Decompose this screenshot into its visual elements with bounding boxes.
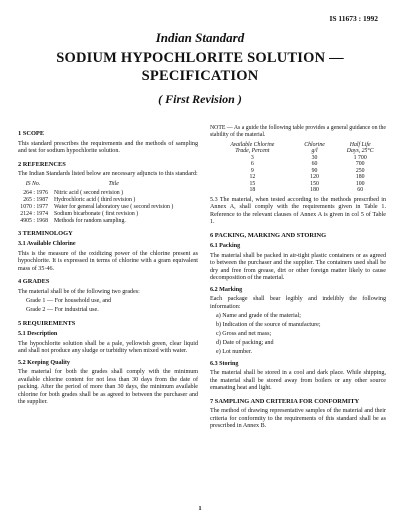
description-subheading: 5.1 Description [18, 331, 58, 337]
table-cell: 60 [311, 161, 318, 168]
table-cell: 3 [250, 154, 254, 161]
revision-label: ( First Revision ) [158, 92, 242, 106]
table-cell: 18 [249, 187, 256, 194]
reference-title: Nitric acid ( second revision ) [54, 189, 124, 196]
clause-5-3-text: 5.3 The material, when tested according to the methods prescribed in Annex A, shall comply with the requirements given in Table 1. Reference to the relevant clauses of Annex A is given in col 5 of Table 1. [210, 196, 386, 226]
list-item: d) Date of packing; and [216, 340, 274, 347]
stability-col-chlorine: Chlorine [304, 141, 325, 148]
terminology-heading: 3 TERMINOLOGY [18, 229, 73, 237]
scope-heading: 1 SCOPE [18, 130, 45, 137]
description-text: The hypochlorite solution shall be a pale, yellowish green, clear liquid and shall not produce any sludge or turbidity when mixed with water. [18, 340, 198, 354]
table-cell: 120 [310, 174, 319, 181]
table-row [18, 204, 173, 211]
table-row [18, 211, 173, 218]
stability-unit-gl: g/l [311, 148, 318, 155]
keeping-quality-text: The material for both the grades shall comply with the minimum available chlorine content for not less than 30 days from the date of packing. After the period of more than 30 days, the minimum available chlorine for both grades shall be as agreed to between the purchaser and the supplier. [18, 369, 198, 405]
grades-text: The material shall be of the following two grades: [18, 288, 140, 295]
list-item: b) Indication of the source of manufacture; [216, 322, 321, 329]
grade-2-item: Grade 2 — For industrial use. [26, 307, 99, 313]
stability-table [210, 142, 386, 194]
marking-list [216, 313, 386, 357]
document-title-line1: SODIUM HYPOCHLORITE SOLUTION — [56, 50, 344, 66]
stability-unit-percent: Trade, Percent [235, 148, 270, 155]
list-item: a) Name and grade of the material; [216, 313, 301, 320]
storing-subheading: 6.3 Storing [210, 360, 239, 367]
list-item: e) Lot number. [216, 349, 253, 356]
document-title-line2: SPECIFICATION [141, 68, 259, 84]
references-table [18, 181, 173, 225]
table-cell: 700 [355, 161, 365, 168]
left-column [18, 125, 198, 409]
table-cell: 9 [250, 167, 254, 174]
reference-title: Sodium bicarbonate ( first revision ) [54, 210, 139, 217]
reference-number: 264 : 1976 [23, 189, 48, 196]
table-cell: 15 [249, 180, 256, 187]
marking-text: Each package shall bear legibly and indelibly the following information: [210, 296, 386, 310]
storing-text: The material shall be stored in a cool and dark place. While shipping, the material shall be stored away from boilers or any other source emanating heat and light. [210, 370, 386, 392]
table-row [210, 187, 386, 194]
packing-text: The material shall be packed in air-tight plastic containers or as agreed to between the purchaser and the supplier. The containers used shall be dry and free from grease, dirt or other foreign matter likely to cause decomposition of the material. [210, 252, 386, 282]
sampling-heading: 7 SAMPLING AND CRITERIA FOR CONFORMITY [210, 397, 360, 405]
stability-unit-days: Days, 25°C [346, 148, 374, 155]
page-number: 1 [198, 505, 202, 512]
references-header-row [18, 181, 173, 190]
grades-heading: 4 GRADES [18, 278, 50, 285]
table-cell: 250 [355, 167, 365, 174]
stability-col-half-life: Half Life [349, 141, 371, 148]
references-text: The Indian Standards listed below are necessary adjuncts to this standard: [18, 171, 198, 177]
table-cell: 1 700 [353, 154, 367, 161]
table-cell: 150 [310, 180, 319, 187]
sampling-text: The method of drawing representative samples of the material and their criteria for conformity to the requirements of this standard shall be as prescribed in Annex B. [210, 408, 386, 430]
references-heading: 2 REFERENCES [18, 160, 66, 168]
table-cell: 180 [310, 187, 319, 194]
reference-number: 2124 : 1974 [20, 210, 48, 217]
references-col-title: Title [108, 180, 119, 187]
reference-title: Water for general laboratory use ( second revision ) [54, 203, 174, 210]
stability-note: NOTE — As a guide the following table provides a general guidance on the stability of the material. [210, 125, 386, 138]
table-cell: 12 [249, 174, 256, 181]
right-column [210, 125, 386, 433]
list-item: c) Gross and net mass; [216, 331, 272, 338]
scope-text: This standard prescribes the requirements and the methods of sampling and test for sodium hypochlorite solution. [18, 140, 198, 154]
reference-title: Hydrochloric acid ( third revision ) [54, 196, 136, 203]
stability-col-available-chlorine: Available Chlorine [230, 141, 275, 148]
table-cell: 100 [355, 180, 365, 187]
table-cell: 6 [250, 161, 254, 168]
references-col-no: IS No. [25, 180, 41, 187]
table-row [18, 197, 173, 204]
reference-number: 265 : 1987 [23, 196, 48, 203]
reference-number: 4905 : 1968 [20, 217, 48, 224]
standard-number: IS 11673 : 1992 [329, 14, 378, 23]
table-cell: 90 [311, 167, 318, 174]
table-cell: 60 [357, 187, 364, 194]
table-cell: 30 [311, 154, 318, 161]
available-chlorine-subheading: 3.1 Available Chlorine [18, 241, 76, 247]
terminology-text: This is the measure of the oxidizing power of the chlorine present as hypochlorite. It is expressed in terms of chlorine with a gram equivalent mass of 35·46. [18, 250, 198, 272]
grade-1-item: Grade 1 — For household use, and [26, 298, 112, 304]
reference-title: Methods for random sampling. [54, 217, 126, 224]
packing-heading: 6 PACKING, MARKING AND STORING [210, 231, 327, 239]
packing-subheading: 6.1 Packing [210, 243, 241, 250]
indian-standard-label: Indian Standard [155, 30, 245, 45]
requirements-heading: 5 REQUIREMENTS [18, 319, 76, 327]
table-row [18, 218, 173, 225]
reference-number: 1070 : 1977 [20, 203, 48, 210]
marking-subheading: 6.2 Marking [210, 286, 243, 293]
table-row [18, 190, 173, 197]
keeping-quality-subheading: 5.2 Keeping Quality [18, 359, 70, 366]
table-cell: 180 [355, 174, 365, 181]
